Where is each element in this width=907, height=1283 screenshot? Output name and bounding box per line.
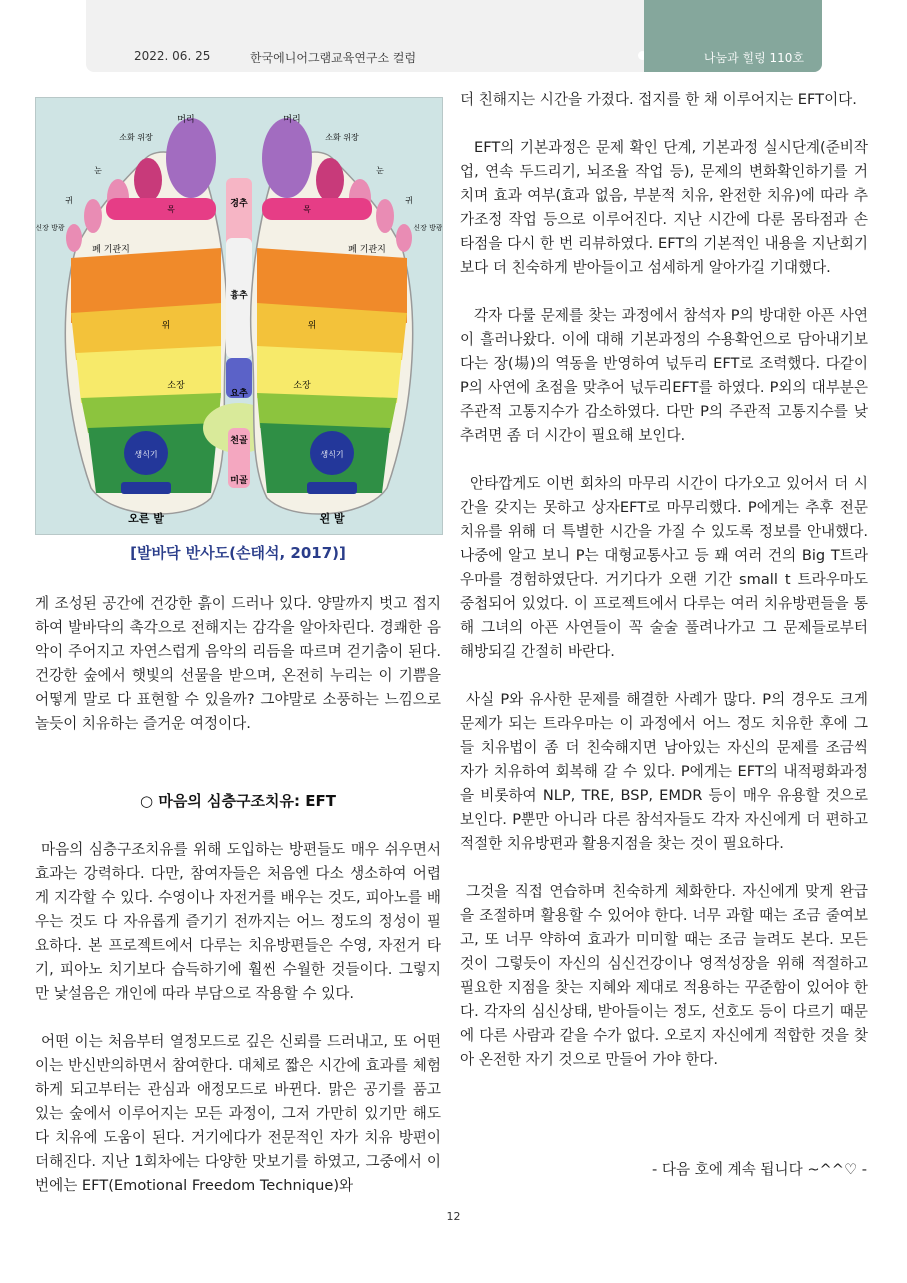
left-paragraph-2: 마음의 심층구조치유를 위해 도입하는 방편들도 매우 쉬우면서 효과는 강력하다. 다만, 참여자들은 처음엔 다소 생소하여 어렵게 지각할 수 있다. 수영이나 자전거를 배우는 것도, 피아노를 배우는 것도 다 자유롭게 즐기기 전까지는 어느 정도의 정성이 필요하다. 본 프로젝트에서 다루는 치유방편들은 수영, 자전거 타기, 피아노 치기보다 습득하기에 훨씬 수월한 것들이다. 그렇지만 낯설음은 개인에 따라 부담으로 작용할 수 있다. <box>35 841 441 1002</box>
left-genital-label: 생식기 <box>320 450 344 459</box>
right-stomach-label: 위 <box>161 321 171 331</box>
left-paragraph-1: 게 조성된 공간에 건강한 흙이 드러나 있다. 양말까지 벗고 접지하여 발바닥의 촉각으로 전해지는 감각을 알아차린다. 경쾌한 음악이 주어지고 자연스럽게 음악의 리듬을 따르며 걷기춤이 된다. 건강한 숲에서 햇빛의 선물을 받으며, 온전히 누리는 이 기쁨을 어떻게 말로 다 표현할 수 있을까? 그야말로 소풍하는 느낌으로 놀듯이 치유하는 즐거운 여정이다. <box>35 595 441 732</box>
cervical-label: 경추 <box>230 199 248 209</box>
right-head-label: 머리 <box>177 115 195 125</box>
right-kidney-label: 신장 방광 <box>36 224 65 232</box>
right-digestion-zone <box>134 158 162 202</box>
left-digestion-label: 소화 위장 <box>325 133 359 142</box>
thoracic-label: 흉추 <box>230 291 248 301</box>
right-eye-label: 눈 <box>94 166 102 175</box>
right-genital-bar <box>121 482 171 494</box>
header-issue: 나눔과 힐링 110호 <box>703 51 804 65</box>
left-head-zone <box>262 118 312 198</box>
left-kidney-toe-zone <box>396 224 412 252</box>
left-column-paragraphs <box>35 838 441 1198</box>
right-foot-title: 오른 발 <box>128 512 164 525</box>
left-lung-label: 폐 기관지 <box>348 245 386 255</box>
left-small-intestine-label: 소장 <box>293 381 311 391</box>
continue-note: - 다음 호에 계속 됩니다 ~^^♡ - <box>651 1161 867 1178</box>
right-paragraph-2: EFT의 기본과정은 문제 확인 단계, 기본과정 실시단계(준비작업, 연속 두드리기, 뇌조율 작업 등), 문제의 변화확인하기를 거치며 효과 여부(효과 없음, 부분적 치유, 완전한 치유)에 따라 추가조정 작업 등으로 이루어진다. 지난 시간에 다룬 몸타점과 손타점을 다시 한 번 리뷰하였다. EFT의 기본적인 내용을 지난회기보다 더 친숙하게 받아들이고 섬세하게 알아가길 기대했다. <box>460 139 868 276</box>
left-head-label: 머리 <box>283 115 301 125</box>
lumbar-label: 요추 <box>230 389 248 399</box>
page-number: 12 <box>446 1210 461 1223</box>
right-neck-label: 목 <box>167 205 175 214</box>
sacrum-label: 천골 <box>230 436 248 446</box>
right-ear-zone <box>84 199 102 233</box>
right-paragraph-1: 더 친해지는 시간을 가졌다. 접지를 한 채 이루어지는 EFT이다. <box>460 91 857 108</box>
left-foot-title: 왼 발 <box>319 512 345 525</box>
page-header <box>86 0 822 72</box>
header-issue-panel <box>644 0 822 72</box>
left-eye-label: 눈 <box>376 166 384 175</box>
left-column-paragraph-1 <box>35 592 441 736</box>
right-digestion-label: 소화 위장 <box>119 133 153 142</box>
left-neck-label: 목 <box>303 205 311 214</box>
foot-reflexology-figure <box>35 97 443 535</box>
left-neck-zone <box>262 198 372 220</box>
left-ear-label: 귀 <box>405 196 413 205</box>
left-stomach-label: 위 <box>307 321 317 331</box>
right-lung-label: 폐 기관지 <box>92 245 130 255</box>
left-paragraph-3: 어떤 이는 처음부터 열정모드로 깊은 신뢰를 드러내고, 또 어떤 이는 반신반의하면서 참여한다. 대체로 짧은 시간에 효과를 체험하게 되고부터는 관심과 애정모드로 바뀐다. 맑은 공기를 품고 있는 숲에서 이루어지는 모든 과정이, 그저 가만히 있기만 해도 다 치유에 도움이 된다. 거기에다가 전문적인 자가 치유 방편이 더해진다. 지난 1회차에는 다양한 맛보기를 하였고, 그중에서 이번에는 EFT(Emotional Freedom Technique)와 <box>35 1033 441 1194</box>
left-kidney-label: 신장 방광 <box>413 224 442 232</box>
coccyx-label: 미골 <box>230 476 248 486</box>
right-paragraph-4: 안타깝게도 이번 회차의 마무리 시간이 다가오고 있어서 더 시간을 갖지는 못하고 상자EFT로 마무리했다. P에게는 추후 전문치유를 위해 더 특별한 시간을 가질 수 있도록 정보를 안내했다. 나중에 알고 보니 P는 대형교통사고 등 꽤 여러 건의 Big T트라우마를 경험하였단다. 거기다가 오랜 기간 small t 트라우마도 중첩되어 있었다. 이 프로젝트에서 다루는 여러 치유방편들을 통해 그녀의 아픈 사연들이 꼭 술술 풀려나가고 그 문제들로부터 해방되길 간절히 바란다. <box>460 475 868 660</box>
right-column <box>460 88 868 1072</box>
right-paragraph-5: 사실 P와 유사한 문제를 해결한 사례가 많다. P의 경우도 크게 문제가 되는 트라우마는 이 과정에서 어느 정도 치유한 후에 그들 치유법이 좀 더 친숙해지면 남아있는 자신의 문제를 조금씩 자가 치유하여 회복해 갈 수 있다. P에게는 EFT의 내적평화과정을 비롯하여 NLP, TRE, BSP, EMDR 등이 매우 유용할 것으로 보인다. P뿐만 아니라 다른 참석자들도 각자 자신에게 더 편하고 적절한 치유방편과 활용지점을 찾는 것이 필요하다. <box>460 691 868 852</box>
left-genital-bar <box>307 482 357 494</box>
header-org: 한국에니어그램교육연구소 컬럼 <box>250 51 417 65</box>
right-small-intestine-label: 소장 <box>167 381 185 391</box>
right-genital-label: 생식기 <box>134 450 158 459</box>
right-paragraph-6: 그것을 직접 연습하며 친숙하게 체화한다. 자신에게 맞게 완급을 조절하며 활용할 수 있어야 한다. 너무 과할 때는 조금 줄여보고, 또 너무 약하여 효과가 미미할 때는 조금 늘려도 본다. 모든 것이 그렇듯이 자신의 심신건강이나 영적성장을 위해 적절하고 필요한 지점을 찾는 지혜와 제대로 적용하는 꾸준함이 있어야 한다. 각자의 심신상태, 받아들이는 정도, 선호도 등이 다르기 때문에 다른 사람과 같을 수가 없다. 오로지 자신에게 적합한 것을 찾아 온전한 자기 것으로 만들어 가야 한다. <box>460 883 868 1068</box>
left-ear-zone <box>376 199 394 233</box>
left-digestion-zone <box>316 158 344 202</box>
foot-reflexology-chart <box>36 98 442 534</box>
section-heading: ○ 마음의 심층구조치유: EFT <box>140 792 336 810</box>
right-ear-label: 귀 <box>65 196 73 205</box>
header-date: 2022. 06. 25 <box>134 49 211 63</box>
right-neck-zone <box>106 198 216 220</box>
right-head-zone <box>166 118 216 198</box>
right-kidney-toe-zone <box>66 224 82 252</box>
figure-caption: [발바닥 반사도(손태석, 2017)] <box>130 544 346 562</box>
right-paragraph-3: 각자 다룰 문제를 찾는 과정에서 참석자 P의 방대한 아픈 사연이 흘러나왔다. 이에 대해 기본과정의 수용확언으로 담아내기보다는 장(場)의 역동을 반영하여 넋두리 EFT로 조력했다. 다같이 P의 사연에 초점을 맞추어 넋두리EFT를 하였다. P외의 대부분은 주관적 고통지수가 감소하였다. 다만 P의 주관적 고통지수를 낮추려면 좀 더 시간이 필요해 보인다. <box>460 307 868 444</box>
